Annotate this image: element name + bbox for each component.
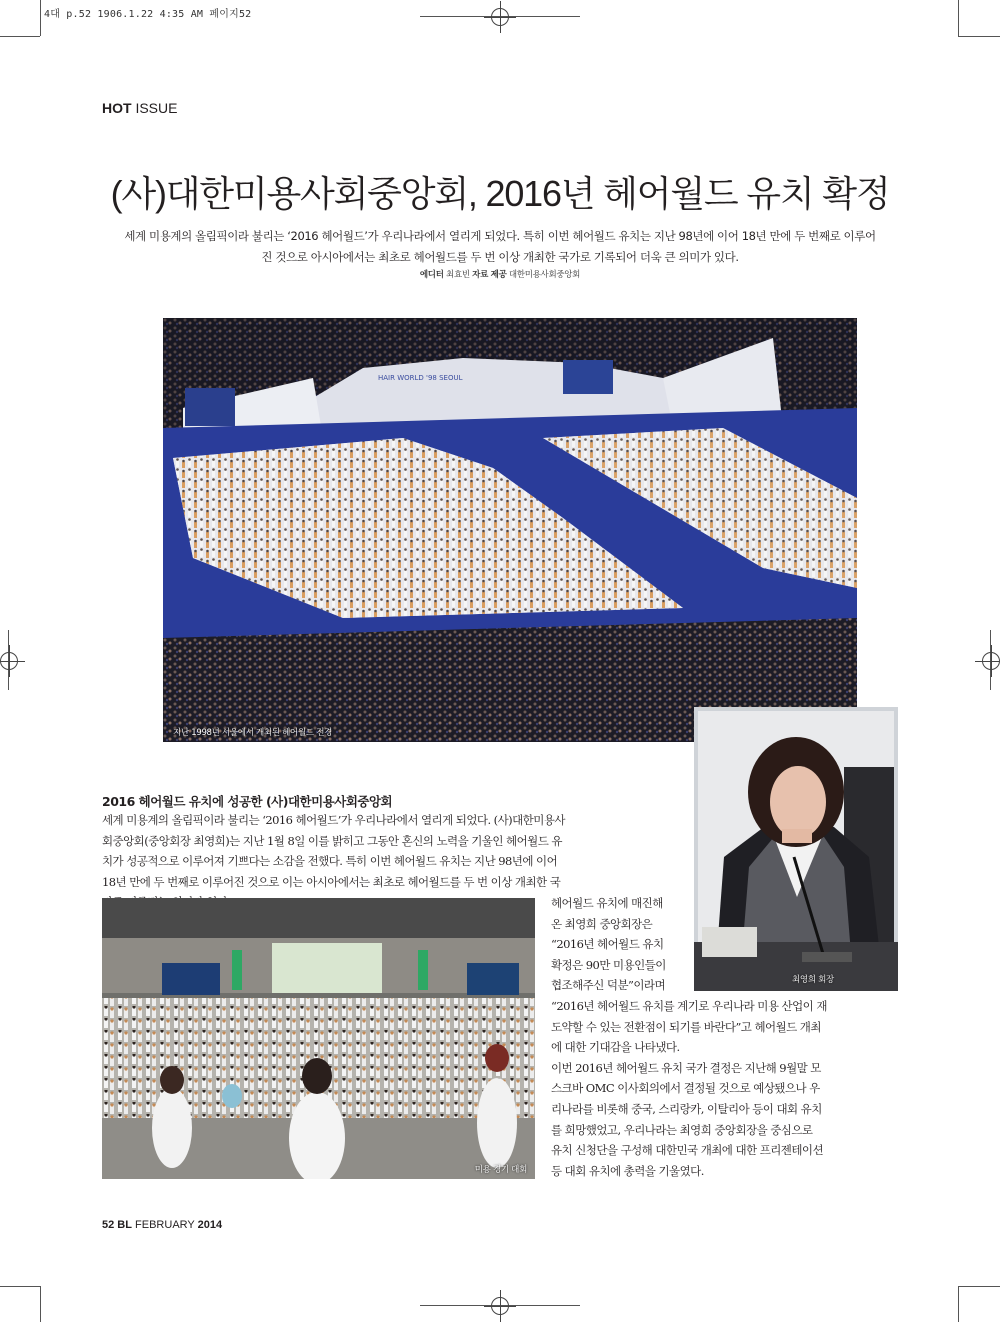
para2-line: 이번 2016년 헤어월드 유치 국가 결정은 지난해 9월말 모 — [551, 1060, 821, 1075]
contest-photo — [102, 898, 535, 1179]
registration-mark-right — [982, 652, 1000, 670]
registration-mark-top — [491, 8, 509, 26]
source-label: 자료 제공 — [472, 270, 507, 280]
portrait-caption: 최영희 회장 — [792, 975, 834, 985]
contest-photo-caption: 미용 경기 대회 — [474, 1165, 527, 1175]
para2-line: 확정은 90만 미용인들이 — [551, 957, 666, 972]
para2-line: 협조해주신 덕분”이라며 — [551, 978, 666, 993]
main-photo-arena — [163, 318, 857, 742]
page-title: (사)대한미용사회중앙회, 2016년 헤어월드 유치 확정 — [110, 173, 890, 214]
section-label — [102, 100, 177, 116]
body-paragraph-2 — [551, 893, 856, 1181]
issue-month: FEBRUARY — [131, 1219, 198, 1231]
main-photo-caption: 지난 1998년 서울에서 개최된 헤어월드 전경 — [173, 728, 333, 738]
printer-slug: 4대 p.52 1906.1.22 4:35 AM 페이지52 — [44, 9, 252, 20]
para2-line: 유치 신청단을 구성해 대한민국 개최에 대한 프리젠테이션 — [551, 1143, 824, 1158]
registration-mark-left — [0, 652, 18, 670]
editor-label: 에디터 — [419, 270, 444, 280]
registration-mark-bottom — [491, 1297, 509, 1315]
editor-name: 최효빈 — [446, 270, 470, 280]
para2-line: “2016년 헤어월드 유치를 계기로 우리나라 미용 산업이 재 — [551, 998, 827, 1013]
page-folio — [102, 1219, 222, 1231]
source-name: 대한미용사회중앙회 — [508, 270, 581, 280]
para2-line: 도약할 수 있는 전환점이 되기를 바란다”고 헤어월드 개최 — [551, 1019, 821, 1034]
magazine-name: BL — [114, 1219, 132, 1231]
credit-line — [0, 268, 1000, 280]
section-label-rest: ISSUE — [131, 100, 178, 116]
para2-line: “2016년 헤어월드 유치 — [551, 937, 664, 952]
para2-line: 온 최영희 중앙회장은 — [551, 916, 653, 931]
section-label-bold: HOT — [102, 100, 132, 116]
para2-line: 스크바 OMC 이사회의에서 결정될 것으로 예상됐으나 우 — [551, 1081, 820, 1096]
para2-line: 를 희망했었고, 우리나라는 최영희 중앙회장을 중심으로 — [551, 1122, 813, 1137]
stage-banner-text: HAIR WORLD '98 SEOUL — [378, 374, 463, 382]
para2-line: 헤어월드 유치에 매진해 — [551, 896, 663, 910]
para2-line: 등 대회 유치에 총력을 기울였다. — [551, 1163, 704, 1178]
page-number: 52 — [102, 1219, 115, 1231]
body-subhead: 2016 헤어월드 유치에 성공한 (사)대한미용사회중앙회 — [102, 794, 393, 809]
lead-paragraph: 세계 미용계의 올림픽이라 불리는 ‘2016 헤어월드’가 우리나라에서 열리게 되었다. 특히 이번 헤어월드 유치는 지난 98년에 이어 18년 만에 두 번째로 이루어진 것으로 아시아에서는 최초로 헤어월드를 두 번 이상 개최한 국가로 기록되어 더욱 큰 의미가 있다. — [124, 229, 876, 264]
para2-line: 리나라를 비롯해 중국, 스리랑카, 이탈리아 등이 대회 유치 — [551, 1101, 822, 1116]
body-paragraph-1: 세계 미용계의 올림픽이라 불리는 ‘2016 헤어월드’가 우리나라에서 열리게 되었다. (사)대한미용사회중앙회(중앙회장 최영희)는 지난 1월 8일 이를 밝히고 그동안 혼신의 노력을 기울인 헤어월드 유치가 성공적으로 이루어져 기쁘다는 소감을 전했다. 특히 이번 헤어월드 유치는 지난 98년에 이어 18년 만에 두 번째로 이루어진 것으로 이는 아시아에서는 최초로 헤어월드를 두 번 이상 개최한 국 — [102, 813, 565, 889]
issue-year: 2014 — [197, 1219, 223, 1231]
para2-line: 에 대한 기대감을 나타냈다. — [551, 1040, 680, 1055]
